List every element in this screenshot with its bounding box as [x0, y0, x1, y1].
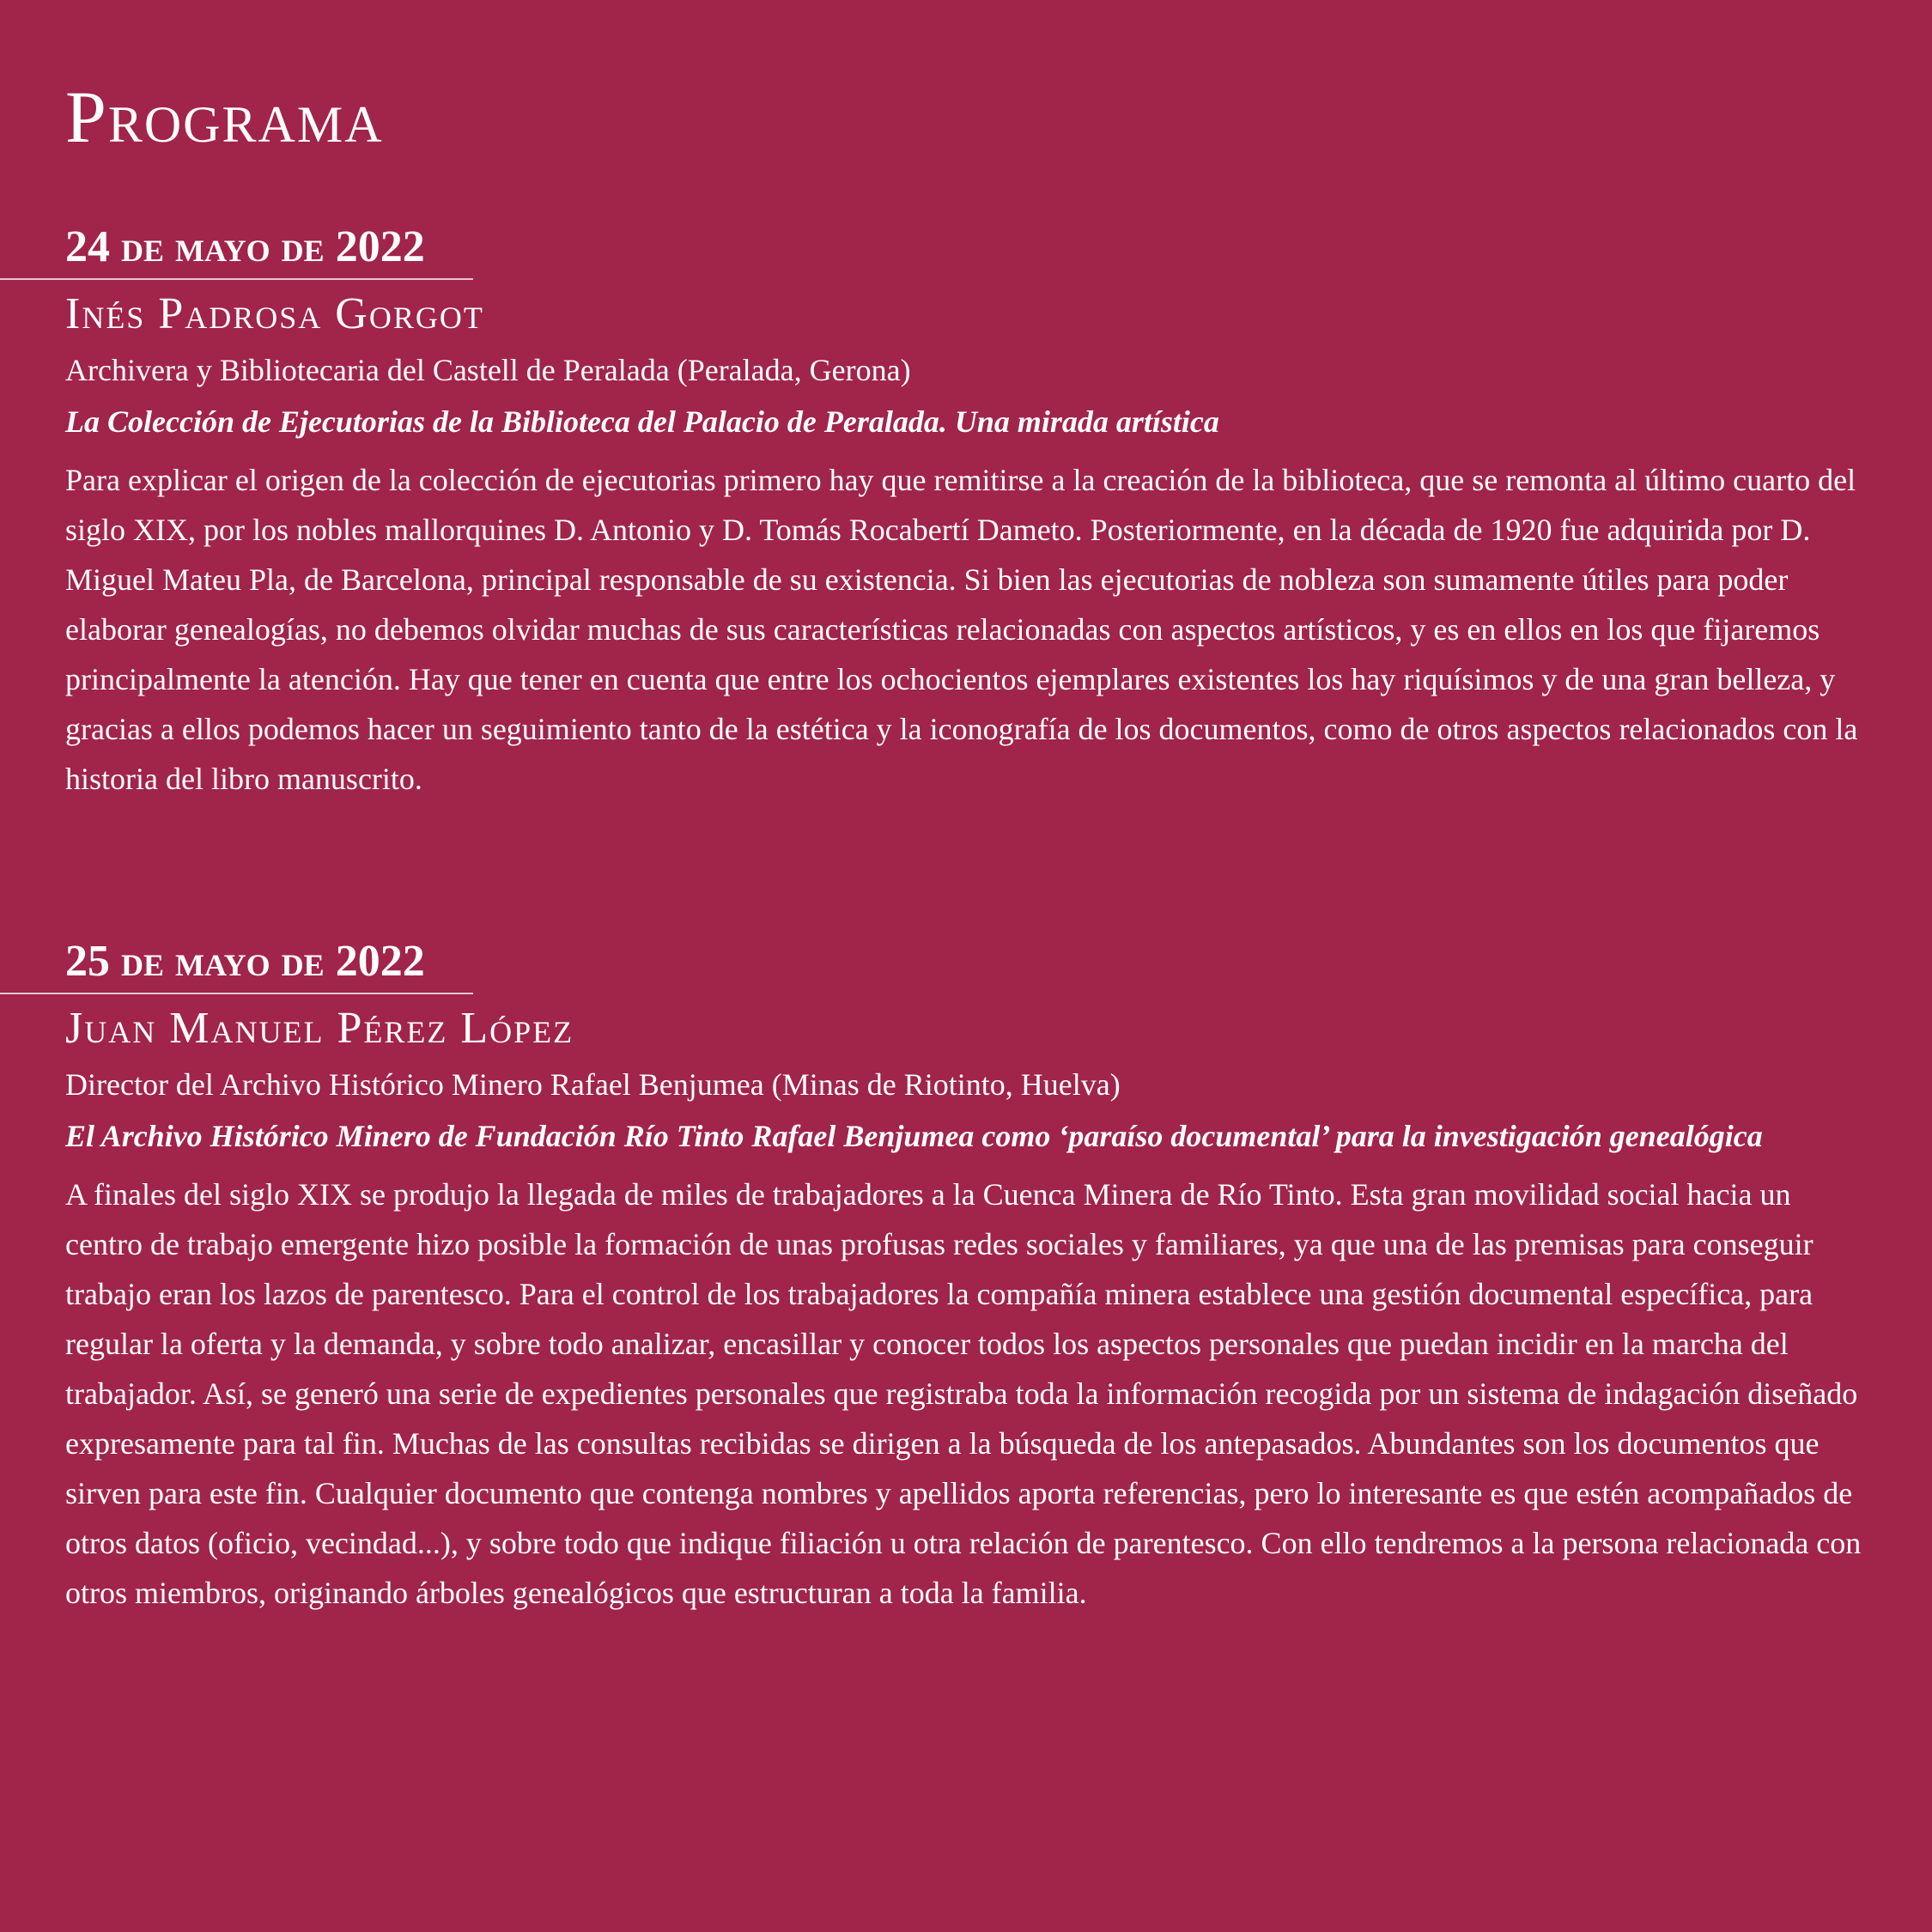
talk-abstract: Para explicar el origen de la colección de ejecutorias primero hay que remitirse a la creación de la biblioteca, que se remonta al último cuarto del siglo XIX, por los nobles mallorquines D. Antonio y D. Tomás Rocabertí Dameto. Posteriormente, en la década de 1920 fue adquirida por D. Miguel Mateu Pla, de Barcelona, principal responsable de su existencia. Si bien las ejecutorias de nobleza son sumamente útiles para poder elaborar genealogías, no debemos olvidar muchas de sus características relacionadas con aspectos artísticos, y es en ellos en los que fijaremos principalmente la atención. Hay que tener en cuenta que entre los ochocientos ejemplares existentes los hay riquísimos y de una gran belleza, y gracias a ellos podemos hacer un seguimiento tanto de la estética y la iconografía de los documentos, como de otros aspectos relacionados con la historia del libro manuscrito.: [65, 463, 1858, 796]
session-date: 24 de mayo de 2022: [65, 222, 425, 271]
speaker-affiliation: Archivera y Bibliotecaria del Castell de Peralada (Peralada, Gerona): [65, 353, 911, 387]
date-underline-divider: [0, 278, 473, 280]
session-1: [0, 222, 1932, 804]
speaker-affiliation: Director del Archivo Histórico Minero Rafael Benjumea (Minas de Riotinto, Huelva): [65, 1067, 1121, 1102]
page-title: Programa: [65, 76, 384, 158]
talk-title: La Colección de Ejecutorias de la Biblioteca del Palacio de Peralada. Una mirada artística: [65, 404, 1219, 439]
speaker-name: Juan Manuel Pérez López: [65, 1004, 574, 1053]
session-2: [0, 936, 1932, 1618]
speaker-name: Inés Padrosa Gorgot: [65, 289, 484, 338]
date-underline-divider: [0, 993, 473, 994]
session-date: 25 de mayo de 2022: [65, 937, 425, 986]
talk-abstract: A finales del siglo XIX se produjo la llegada de miles de trabajadores a la Cuenca Minera de Río Tinto. Esta gran movilidad social hacia un centro de trabajo emergente hizo posible la formación de unas profusas redes sociales y familiares, ya que una de las premisas para conseguir trabajo eran los lazos de parentesco. Para el control de los trabajadores la compañía minera establece una gestión documental específica, para regular la oferta y la demanda, y sobre todo analizar, encasillar y conocer todos los aspectos personales que puedan incidir en la marcha del trabajador. Así, se generó una serie de expedientes personales que registraba toda la información recogida por un sistema de indagación diseñado expresamente para tal fin. Muchas de las consultas recibidas se dirigen a la búsqueda de los antepasados. Abundantes son los documentos que sirven para este fin. Cualquier documento que contenga nombres y apellidos aporta referencias, pero lo interesante es que estén acompañados de otros datos (oficio, vecindad...), y sobre todo que indique filiación u otra relación de parentesco. Con ello tendremos a la persona relacionada con otros miembros, originando árboles genealógicos que estructuran a toda la familia.: [65, 1177, 1862, 1610]
talk-title: El Archivo Histórico Minero de Fundación Río Tinto Rafael Benjumea como ‘paraíso documental’ para la investigación genealógica: [65, 1119, 1763, 1153]
